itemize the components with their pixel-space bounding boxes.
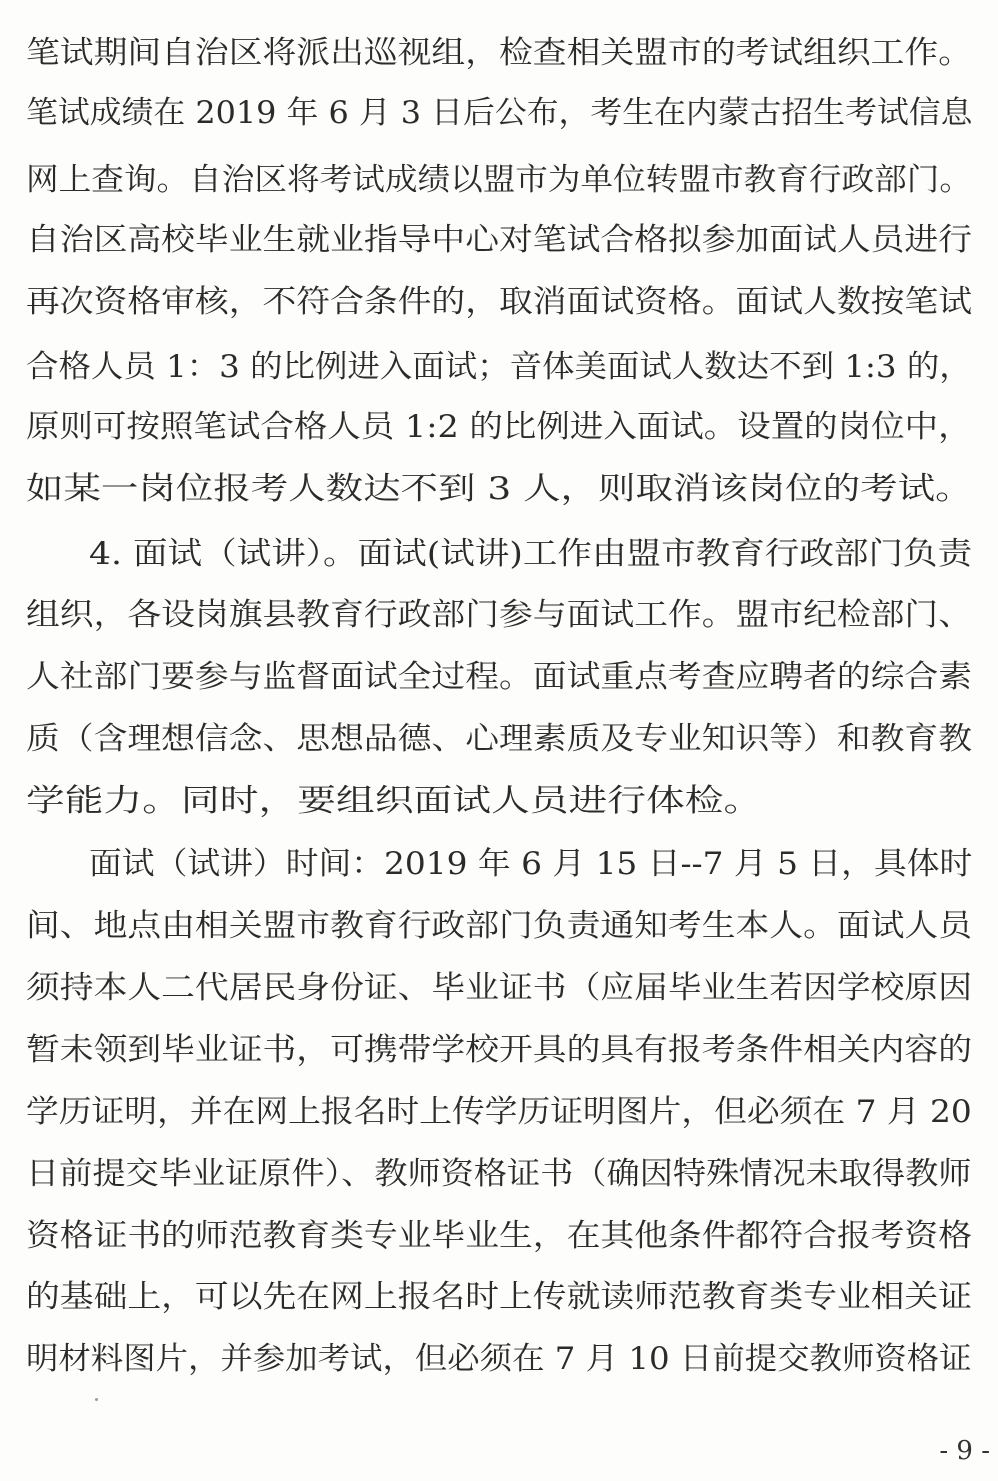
text-line: 的基础上，可以先在网上报名时上传就读师范教育类专业相关证 [26, 1279, 972, 1315]
text-line: 如某一岗位报考人数达不到 3 人，则取消该岗位的考试。 [26, 471, 973, 507]
paragraph-start-line: 4. 面试（试讲）。面试(试讲)工作由盟市教育行政部门负责 [89, 536, 973, 572]
text-line: 笔试成绩在 2019 年 6 月 3 日后公布，考生在内蒙古招生考试信息 [26, 95, 973, 131]
text-line: 合格人员 1：3 的比例进入面试；音体美面试人数达不到 1:3 的， [26, 349, 972, 385]
text-line: 网上查询。自治区将考试成绩以盟市为单位转盟市教育行政部门。 [26, 162, 972, 198]
text-line: 学能力。同时，要组织面试人员进行体检。 [26, 783, 763, 819]
text-line: 笔试期间自治区将派出巡视组，检查相关盟市的考试组织工作。 [26, 35, 972, 71]
text-line: 原则可按照笔试合格人员 1:2 的比例进入面试。设置的岗位中， [26, 409, 972, 445]
text-line: 暂未领到毕业证书，可携带学校开具的具有报考条件相关内容的 [26, 1032, 972, 1068]
scan-speck [95, 1398, 98, 1401]
text-line: 人社部门要参与监督面试全过程。面试重点考查应聘者的综合素 [26, 659, 972, 695]
text-line: 学历证明，并在网上报名时上传学历证明图片，但必须在 7 月 20 [26, 1094, 972, 1130]
text-line: 明材料图片，并参加考试，但必须在 7 月 10 日前提交教师资格证 [26, 1341, 972, 1377]
text-line: 资格证书的师范教育类专业毕业生，在其他条件都符合报考资格 [26, 1218, 972, 1254]
text-line: 日前提交毕业证原件）、教师资格证书（确因特殊情况未取得教师 [26, 1156, 972, 1192]
text-line: 自治区高校毕业生就业指导中心对笔试合格拟参加面试人员进行 [26, 222, 972, 258]
text-line: 间、地点由相关盟市教育行政部门负责通知考生本人。面试人员 [26, 908, 972, 944]
paragraph-start-line: 面试（试讲）时间：2019 年 6 月 15 日--7 月 5 日，具体时 [89, 846, 973, 882]
text-line: 再次资格审核，不符合条件的，取消面试资格。面试人数按笔试 [26, 284, 972, 320]
text-line: 质（含理想信念、思想品德、心理素质及专业知识等）和教育教 [26, 721, 972, 757]
text-line: 组织，各设岗旗县教育行政部门参与面试工作。盟市纪检部门、 [26, 597, 972, 633]
text-line: 须持本人二代居民身份证、毕业证书（应届毕业生若因学校原因 [26, 970, 972, 1006]
page-number: - 9 - [939, 1436, 990, 1466]
